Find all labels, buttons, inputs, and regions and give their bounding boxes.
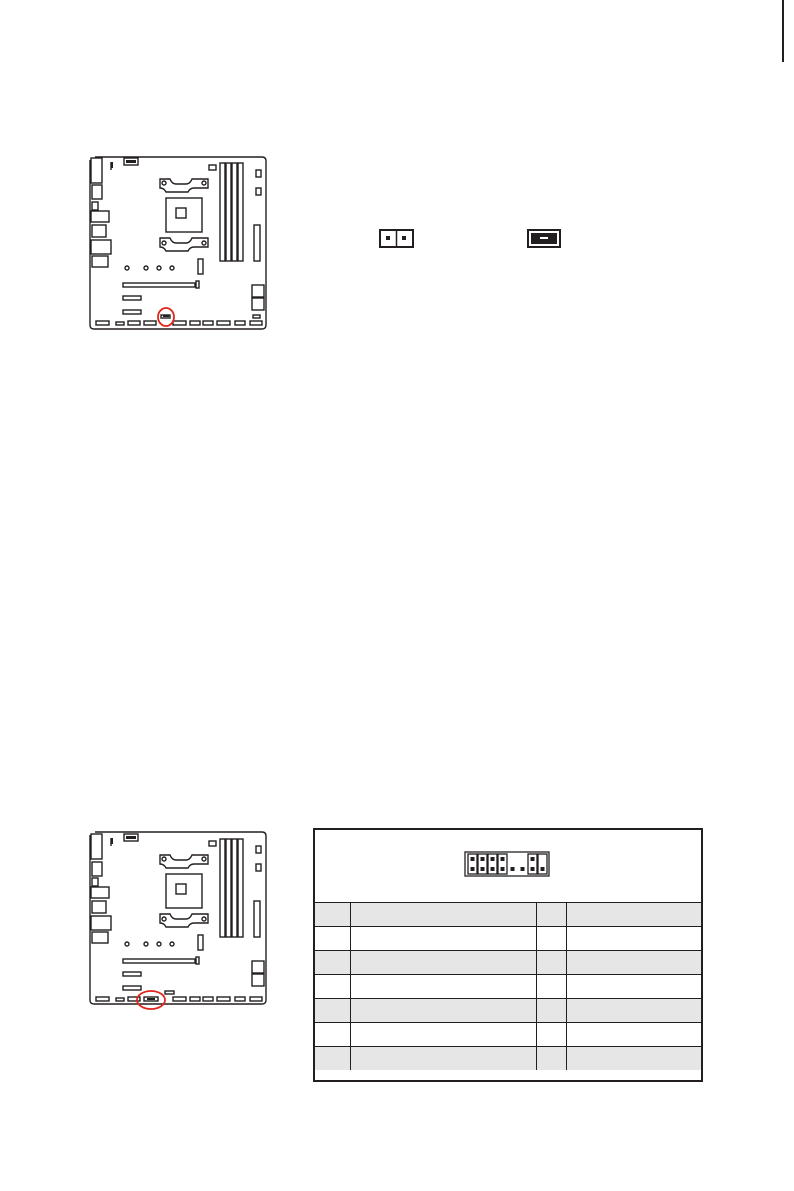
page-cut-mark: [0, 0, 794, 100]
pin-table-grid: [315, 902, 701, 1070]
table-cell: [566, 903, 701, 927]
table-cell: [566, 951, 701, 975]
table-cell: [536, 951, 566, 975]
table-row: [315, 903, 701, 927]
jumper-open-icon: [380, 230, 413, 247]
table-row: [315, 927, 701, 951]
table-cell: [350, 1023, 536, 1047]
table-cell: [315, 927, 350, 951]
header-pin-diagram: [463, 850, 553, 878]
table-cell: [350, 975, 536, 999]
table-cell: [350, 951, 536, 975]
motherboard-diagram-1: [0, 150, 280, 340]
table-cell: [350, 903, 536, 927]
table-cell: [536, 903, 566, 927]
table-cell: [315, 903, 350, 927]
jumper-closed-icon: [528, 230, 560, 247]
table-cell: [536, 1023, 566, 1047]
pin-definition-table: [313, 828, 703, 1082]
table-row: [315, 1047, 701, 1071]
table-cell: [566, 975, 701, 999]
table-cell: [536, 999, 566, 1023]
table-cell: [566, 927, 701, 951]
table-cell: [566, 999, 701, 1023]
table-cell: [536, 1047, 566, 1071]
table-cell: [315, 1023, 350, 1047]
table-row: [315, 1023, 701, 1047]
table-cell: [315, 975, 350, 999]
table-cell: [315, 999, 350, 1023]
table-cell: [536, 975, 566, 999]
table-row: [315, 951, 701, 975]
table-cell: [350, 999, 536, 1023]
table-row: [315, 975, 701, 999]
table-cell: [566, 1047, 701, 1071]
jumper-state-diagrams: [370, 222, 570, 254]
table-row: [315, 999, 701, 1023]
table-cell: [350, 1047, 536, 1071]
table-cell: [350, 927, 536, 951]
table-cell: [315, 951, 350, 975]
table-cell: [315, 1047, 350, 1071]
table-cell: [536, 927, 566, 951]
motherboard-diagram-2: [0, 826, 280, 1016]
table-cell: [566, 1023, 701, 1047]
